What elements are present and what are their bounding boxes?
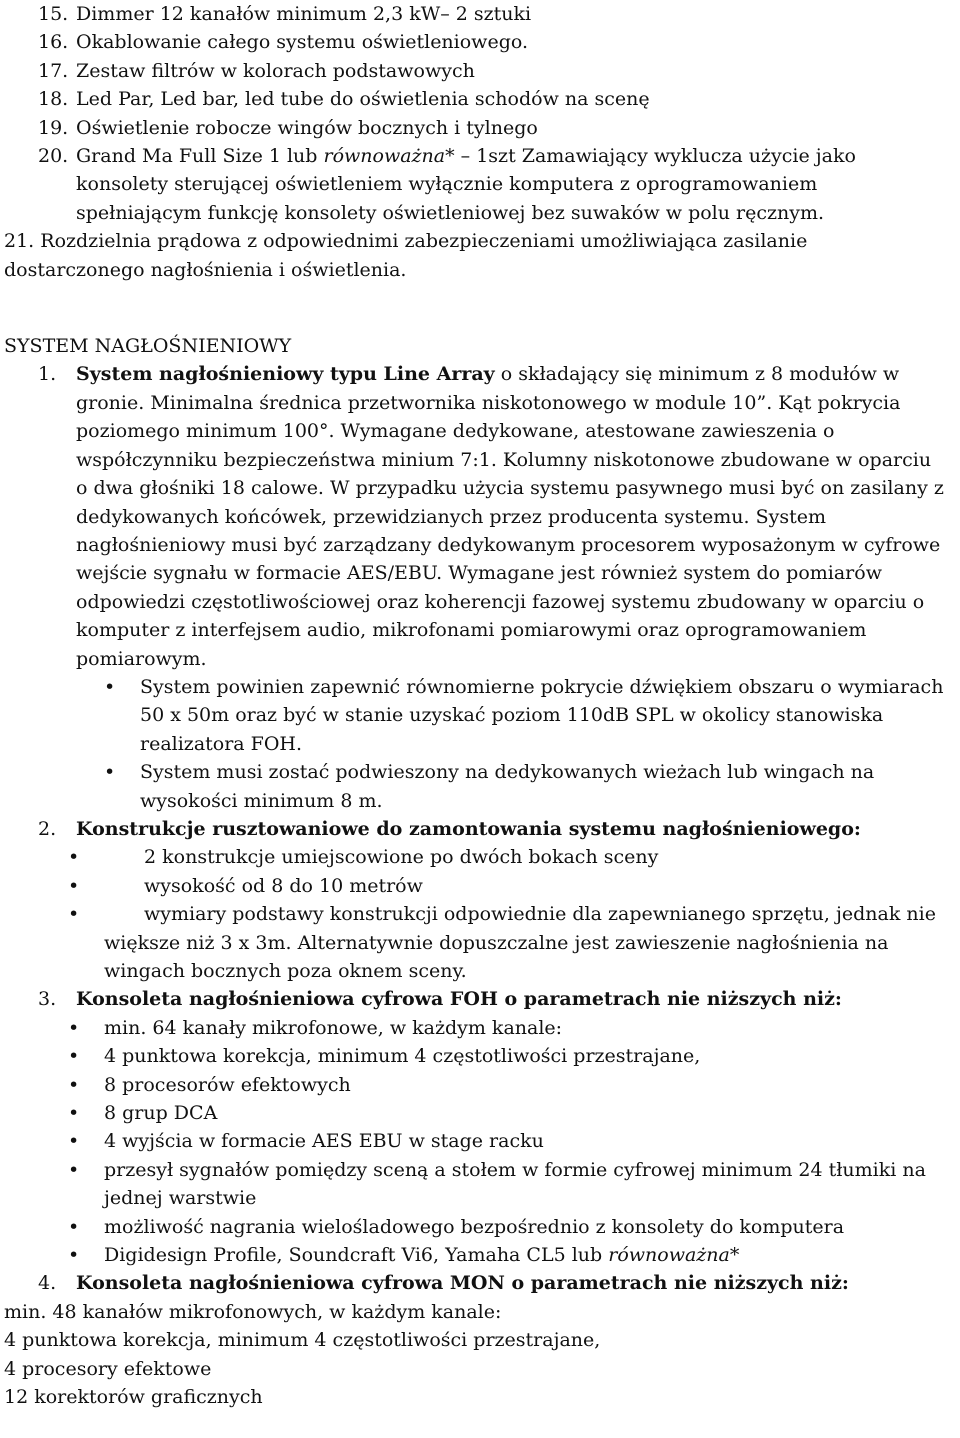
bullet-item — [68, 843, 948, 871]
section-number: 4. — [38, 1272, 57, 1295]
bullet-text — [104, 1244, 739, 1266]
text-line: min. 48 kanałów mikrofonowych, w każdym kanale: — [4, 1300, 502, 1323]
section-bold: Konsoleta nagłośnieniowa cyfrowa MON o parametrach nie niższych niż: — [76, 1272, 849, 1295]
list-number: 16. — [38, 31, 69, 54]
bullet-item — [68, 872, 948, 900]
bullet-text: możliwość nagrania wielośladowego bezpośrednio z konsolety do komputera — [104, 1215, 845, 1238]
list-number: 20. — [38, 145, 69, 168]
bullet-icon: • — [68, 1045, 80, 1068]
bullet-item — [68, 1213, 948, 1241]
list-item — [0, 57, 960, 85]
text-part: – 1szt Zamawiający wyklucza użycie jako konsolety sterującej oświetleniem wyłącznie komputera z oprogramowaniem spełniającym funkcję konsolety oświetleniowej bez suwaków w polu ręcznym. — [76, 145, 856, 224]
list-item-20 — [0, 142, 960, 227]
text-italic: równoważna* — [323, 145, 455, 168]
text-part: Digidesign Profile, Soundcraft Vi6, Yamaha CL5 lub — [104, 1244, 609, 1267]
section-2 — [0, 815, 960, 843]
list-number: 21. — [4, 230, 35, 253]
bullet-item — [104, 758, 948, 815]
section-heading: SYSTEM NAGŁOŚNIENIOWY — [4, 335, 292, 358]
section-text — [76, 1269, 948, 1297]
bullet-item — [68, 1241, 948, 1269]
text-part: Grand Ma Full Size 1 lub — [76, 145, 324, 168]
section-number: 1. — [38, 363, 57, 386]
bullet-text: 8 grup DCA — [104, 1102, 218, 1125]
bullet-icon: • — [68, 903, 80, 926]
bullet-icon: • — [68, 1016, 80, 1039]
section-3 — [0, 985, 960, 1013]
bullet-icon: • — [68, 1158, 80, 1181]
section-body: o składający się minimum z 8 modułów w gronie. Minimalna średnica przetwornika niskotonowego w module 10”. Kąt pokrycia poziomego minimum 100°. Wymagane dedykowane, atestowane zawieszenia o współczynniku bezpieczeństwa minium 7:1. Kolumny niskotonowe zbudowane w oparciu o dwa głośniki 18 calowe. W przypadku użycia systemu pasywnego musi być on zasilany z dedykowanych końcówek, przewidzianych przez producenta systemu. System nagłośnieniowy musi być zarządzany dedykowanym procesorem wyposażonym w cyfrowe wejście sygnału w formacie AES/EBU. Wymagane jest również system do pomiarów odpowiedzi częstotliwościowej oraz koherencji fazowej systemu zbudowany w oparciu o komputer z interfejsem audio, mikrofonami pomiarowymi oraz oprogramowaniem pomiarowym. — [76, 363, 944, 670]
list-number: 17. — [38, 59, 69, 82]
bullet-text: przesył sygnałów pomiędzy sceną a stołem w formie cyfrowej minimum 24 tłumiki na jednej warstwie — [104, 1158, 926, 1210]
bullet-text: System musi zostać podwieszony na dedykowanych wieżach lub wingach na wysokości minimum 8 m. — [140, 761, 875, 812]
list-text: Oświetlenie robocze wingów bocznych i tylnego — [76, 116, 538, 139]
list-text: Okablowanie całego systemu oświetleniowego. — [76, 31, 529, 54]
text-italic: równoważna* — [608, 1244, 740, 1267]
bullet-text: wysokość od 8 do 10 metrów — [144, 874, 423, 897]
text-line: 4 punktowa korekcja, minimum 4 częstotliwości przestrajane, — [4, 1329, 601, 1352]
list-text — [76, 142, 948, 227]
list-item-21 — [4, 227, 948, 284]
section-bold: System nagłośnieniowy typu Line Array — [76, 363, 495, 386]
list-item — [0, 28, 960, 56]
bullet-item — [68, 1014, 948, 1042]
bullet-item — [68, 1099, 948, 1127]
bullet-icon: • — [68, 1215, 80, 1238]
bullet-icon: • — [68, 1244, 80, 1267]
bullet-text: 8 procesorów efektowych — [104, 1073, 351, 1096]
bullet-text: System powinien zapewnić równomierne pokrycie dźwiękiem obszaru o wymiarach 50 x 50m oraz być w stanie uzyskać poziom 110dB SPL w okolicy stanowiska realizatora FOH. — [140, 675, 944, 755]
section-text — [76, 985, 948, 1013]
section-1 — [0, 360, 960, 672]
bullet-icon: • — [68, 1073, 80, 1096]
bullet-icon: • — [68, 1102, 80, 1125]
bullet-item — [68, 1042, 948, 1070]
bullet-icon: • — [68, 846, 80, 869]
bullet-icon: • — [68, 874, 80, 897]
bullet-text: wymiary podstawy konstrukcji odpowiednie dla zapewnianego sprzętu, jednak nie większe niż 3 x 3m. Alternatywnie dopuszczalne jest zawieszenie nagłośnienia na wingach bocznych poza oknem sceny. — [104, 903, 936, 982]
list-text: Rozdzielnia prądowa z odpowiednimi zabezpieczeniami umożliwiająca zasilanie dostarczonego nagłośnienia i oświetlenia. — [4, 230, 808, 281]
bullet-item — [104, 673, 948, 758]
bullet-item — [68, 1156, 948, 1213]
section-text — [76, 815, 948, 843]
list-item — [0, 85, 960, 113]
list-item — [0, 114, 960, 142]
bullet-text: 4 punktowa korekcja, minimum 4 częstotliwości przestrajane, — [104, 1045, 701, 1068]
section-4 — [0, 1269, 960, 1297]
section-text — [76, 360, 948, 672]
bullet-item — [68, 1071, 948, 1099]
bullet-icon: • — [68, 1130, 80, 1153]
text-line: 4 procesory efektowe — [4, 1357, 212, 1380]
bullet-text: min. 64 kanały mikrofonowe, w każdym kanale: — [104, 1016, 563, 1039]
bullet-text: 4 wyjścia w formacie AES EBU w stage racku — [104, 1130, 544, 1153]
bullet-item — [68, 1127, 948, 1155]
bullet-icon: • — [104, 675, 116, 698]
list-item — [0, 0, 960, 28]
section-bold: Konsoleta nagłośnieniowa cyfrowa FOH o parametrach nie niższych niż: — [76, 988, 842, 1011]
text-line: 12 korektorów graficznych — [4, 1386, 263, 1409]
list-text: Zestaw filtrów w kolorach podstawowych — [76, 59, 475, 82]
bullet-text: 2 konstrukcje umiejscowione po dwóch bokach sceny — [144, 846, 659, 869]
list-text: Dimmer 12 kanałów minimum 2,3 kW– 2 sztuki — [76, 3, 532, 25]
section-number: 3. — [38, 988, 57, 1011]
list-text: Led Par, Led bar, led tube do oświetlenia schodów na scenę — [76, 88, 650, 111]
list-number: 15. — [38, 3, 69, 25]
bullet-icon: • — [104, 761, 116, 784]
section-number: 2. — [38, 817, 57, 840]
list-number: 18. — [38, 88, 69, 111]
bullet-item — [68, 900, 948, 985]
section-bold: Konstrukcje rusztowaniowe do zamontowania systemu nagłośnieniowego: — [76, 817, 861, 840]
list-number: 19. — [38, 116, 69, 139]
